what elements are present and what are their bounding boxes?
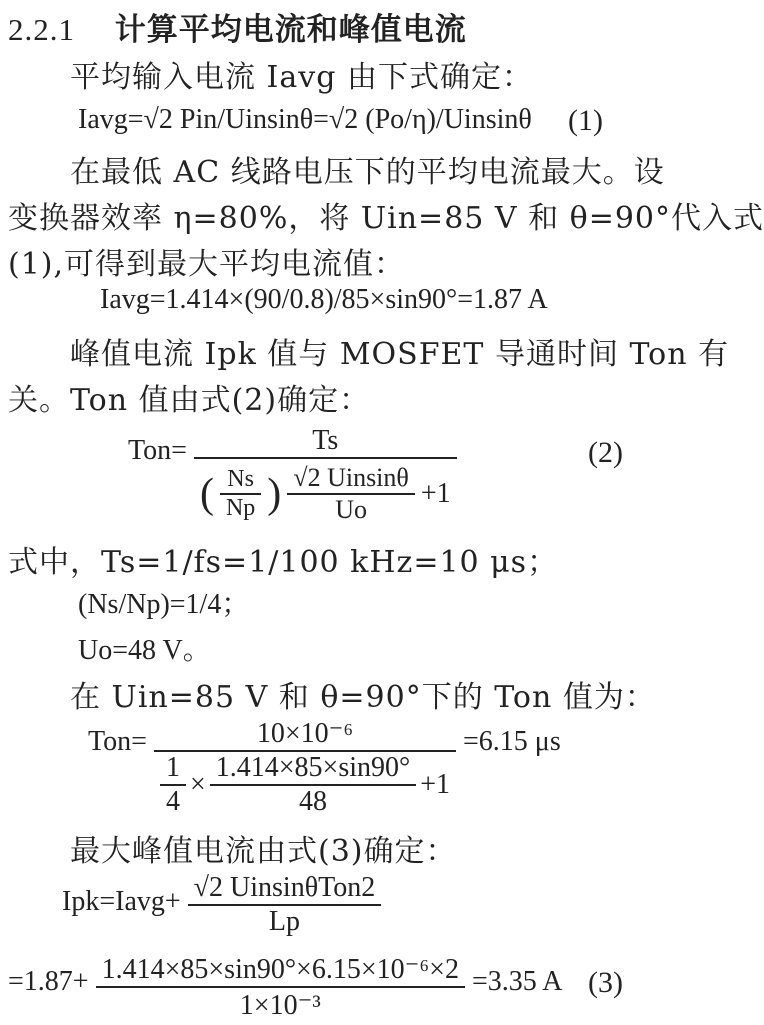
ratio-den: Np (225, 495, 256, 521)
equation-avg-value: Iavg=1.414×(90/0.8)/85×sin90°=1.87 A (100, 284, 548, 315)
times-sign: × (189, 769, 206, 800)
paren-open: ( (199, 471, 214, 517)
eq3-numerator: √2 UinsinθTon2 (193, 872, 376, 903)
equation-1-label: (1) (568, 104, 603, 137)
eq2-lhs: Ton= (128, 435, 187, 466)
definition-line: Uo=48 V。 (78, 635, 211, 666)
ratio-num: Ns (227, 466, 254, 492)
equation-3-label: (3) (588, 966, 623, 999)
ton-inner-num: 1.414×85×sin90° (215, 752, 411, 783)
eq2-fraction (194, 425, 457, 525)
ton-numerator: 10×10⁻⁶ (256, 718, 354, 749)
quarter-num: 1 (165, 752, 180, 783)
inner-num: √2 Uinsinθ (293, 463, 409, 492)
ton-fraction (154, 716, 456, 818)
eq3-val-fraction (96, 952, 465, 1022)
paragraph-line: 在最低 AC 线路电压下的平均电流最大。设 (70, 155, 665, 190)
inner-den: Uo (335, 495, 367, 524)
definition-line: (Ns/Np)=1/4； (78, 589, 250, 620)
definition-line: 式中，Ts=1/fs=1/100 kHz=10 μs； (8, 545, 559, 580)
paragraph-intro: 平均输入电流 Iavg 由下式确定： (70, 60, 533, 95)
eq3-val-lhs: =1.87+ (8, 966, 89, 997)
equation-3-value (8, 952, 562, 1022)
paren-close: ) (267, 471, 282, 517)
paragraph-line: (1),可得到最大平均电流值： (8, 247, 406, 282)
eq3-fraction (188, 872, 382, 938)
equation-1: Iavg=√2 Pin/Uinsinθ=√2 (Po/η)/Uinsinθ (78, 104, 532, 135)
eq2-numerator: Ts (312, 425, 339, 456)
ton-lhs: Ton= (88, 726, 147, 757)
quarter (160, 752, 186, 818)
paragraph-line: 变换器效率 η=80%，将 Uin=85 V 和 θ=90°代入式 (8, 201, 764, 236)
equation-ton-value (88, 716, 561, 818)
plus-one: +1 (420, 769, 451, 800)
eq2-ratio (220, 466, 261, 522)
section-heading (8, 4, 467, 49)
ton-result: =6.15 μs (463, 726, 561, 757)
section-title: 计算平均电流和峰值电流 (114, 12, 467, 48)
equation-3 (62, 872, 381, 938)
paragraph-line: 在 Uin=85 V 和 θ=90°下的 Ton 值为： (70, 680, 656, 715)
equation-2 (128, 425, 457, 525)
section-number: 2.2.1 (8, 12, 75, 47)
eq2-inner (287, 463, 415, 525)
eq2-denominator (194, 459, 457, 525)
eq3-val-numerator: 1.414×85×sin90°×6.15×10⁻⁶×2 (101, 954, 459, 985)
quarter-den: 4 (165, 786, 180, 817)
ton-inner-den: 48 (298, 786, 327, 817)
plus-one: +1 (420, 478, 451, 509)
eq3-lhs: Ipk=Iavg+ (62, 886, 181, 917)
paragraph-line: 关。Ton 值由式(2)确定： (8, 383, 371, 418)
eq3-val-result: =3.35 A (471, 966, 563, 997)
eq3-denominator: Lp (268, 906, 301, 937)
equation-2-label: (2) (588, 436, 623, 469)
ton-denominator (154, 752, 456, 818)
eq3-val-denominator: 1×10⁻³ (239, 990, 321, 1021)
paragraph-line: 峰值电流 Ipk 值与 MOSFET 导通时间 Ton 有 (70, 337, 730, 372)
paragraph-line: 最大峰值电流由式(3)确定： (70, 834, 457, 869)
ton-inner (210, 752, 416, 818)
